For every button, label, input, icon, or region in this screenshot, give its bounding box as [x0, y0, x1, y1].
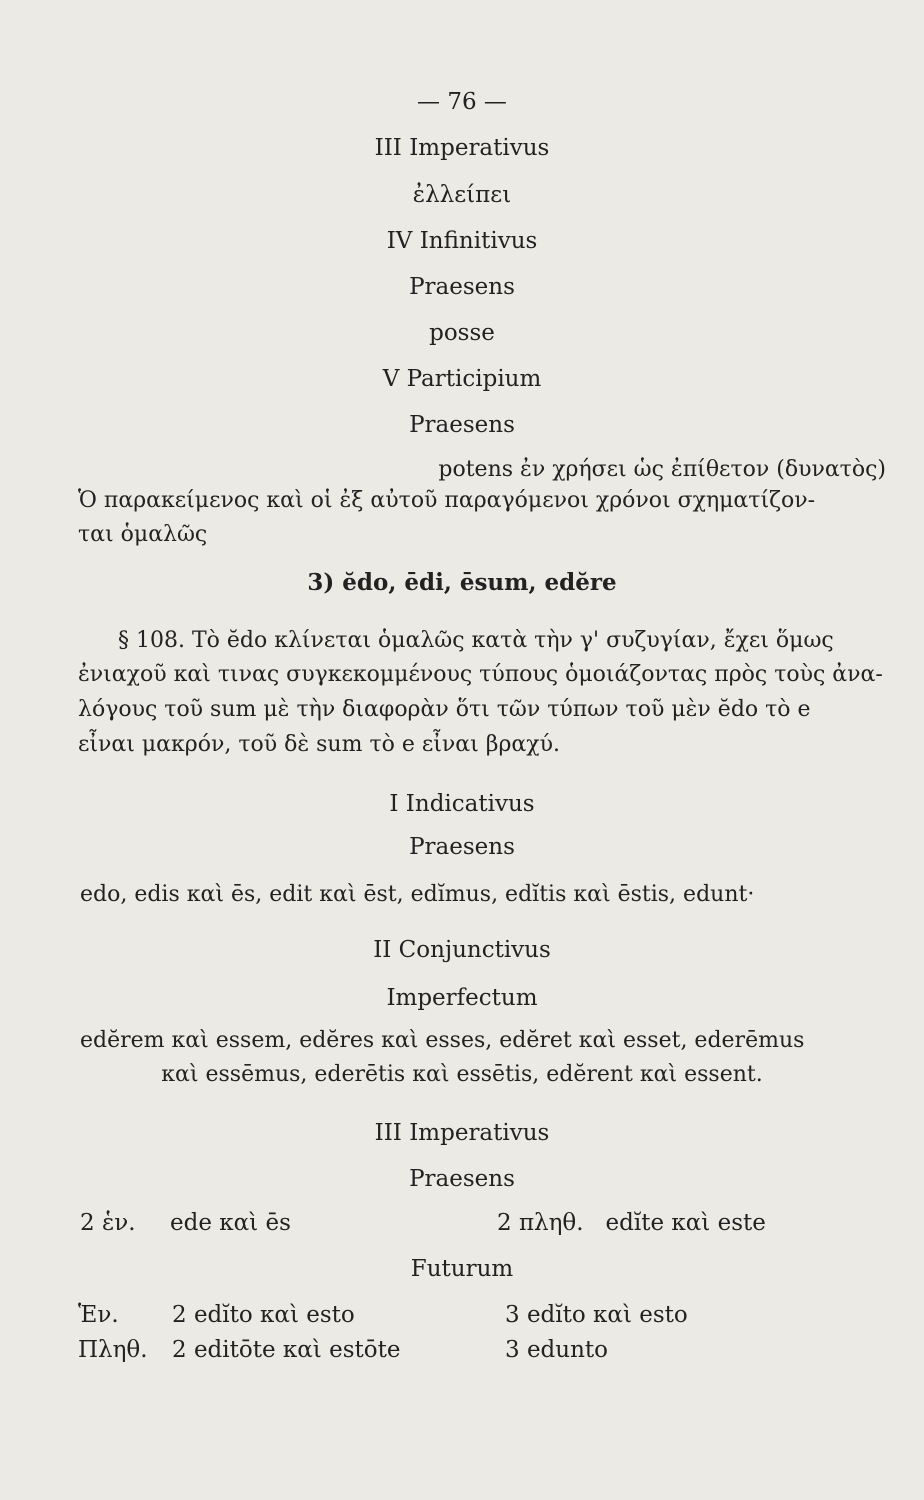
- conjunctivus-heading: II Conjunctivus: [373, 937, 551, 963]
- imperativus2-heading: III Imperativus: [374, 1120, 550, 1146]
- paragraph-line-1: § 108. Τὸ ĕdo κλίνεται ὁμαλῶς κατὰ τὴν γ' συζυγίαν, ἔχει ὅμως: [118, 628, 834, 653]
- verb-heading: 3) ĕdo, ēdi, ēsum, edĕre: [307, 569, 617, 596]
- imperativus-text: ἐλλείπει: [412, 182, 512, 208]
- conjunctivus-line-1: edĕrem καὶ essem, edĕres καὶ esses, edĕret καὶ esset, ederēmus: [80, 1028, 805, 1053]
- indicativus-heading: I Indicativus: [389, 791, 535, 817]
- futurum-row2-right: 3 edunto: [505, 1337, 608, 1363]
- page-number: — 76 —: [417, 89, 507, 115]
- note-line-2: ται ὁμαλῶς: [78, 522, 208, 547]
- futurum-row1-left: 2 edĭto καὶ esto: [172, 1302, 355, 1328]
- imperativus-heading: III Imperativus: [374, 135, 550, 161]
- futurum-heading: Futurum: [410, 1256, 514, 1282]
- imperativus2-tense: Praesens: [409, 1166, 515, 1192]
- infinitivus-tense: Praesens: [409, 274, 515, 300]
- praesens-left-form: ede καὶ ēs: [170, 1210, 291, 1236]
- conjunctivus-tense: Imperfectum: [386, 985, 538, 1011]
- futurum-row2-left: 2 editōte καὶ estōte: [172, 1337, 401, 1363]
- futurum-row2-label: Πληθ.: [78, 1337, 148, 1363]
- praesens-left-label: 2 ἑν.: [80, 1210, 136, 1236]
- indicativus-forms: edo, edis καὶ ēs, edit καὶ ēst, edĭmus, edĭtis καὶ ēstis, edunt·: [80, 882, 755, 907]
- indicativus-tense: Praesens: [409, 834, 515, 860]
- infinitivus-heading: IV Infinitivus: [386, 228, 538, 254]
- participium-form: potens ἐν χρήσει ὡς ἐπίθετον (δυνατὸς): [438, 457, 886, 482]
- futurum-row1-label: Ἑν.: [78, 1302, 119, 1328]
- praesens-right: 2 πληθ. edĭte καὶ este: [497, 1210, 766, 1236]
- participium-tense: Praesens: [409, 412, 515, 438]
- participium-heading: V Participium: [382, 366, 542, 392]
- conjunctivus-line-2: καὶ essēmus, ederētis καὶ essētis, edĕrent καὶ essent.: [161, 1062, 763, 1087]
- paragraph-line-3: λόγους τοῦ sum μὲ τὴν διαφορὰν ὅτι τῶν τύπων τοῦ μὲν ĕdo τὸ e: [78, 697, 811, 722]
- paragraph-line-4: εἶναι μακρόν, τοῦ δὲ sum τὸ e εἶναι βραχύ.: [78, 732, 560, 757]
- note-line-1: Ὁ παρακείμενος καὶ οἱ ἐξ αὐτοῦ παραγόμενοι χρόνοι σχηματίζον-: [78, 488, 816, 513]
- futurum-row1-right: 3 edĭto καὶ esto: [505, 1302, 688, 1328]
- paragraph-line-2: ἐνιαχοῦ καὶ τινας συγκεκομμένους τύπους ὁμοιάζοντας πρὸς τοὺς ἀνα-: [78, 662, 883, 687]
- infinitivus-form: posse: [429, 320, 495, 346]
